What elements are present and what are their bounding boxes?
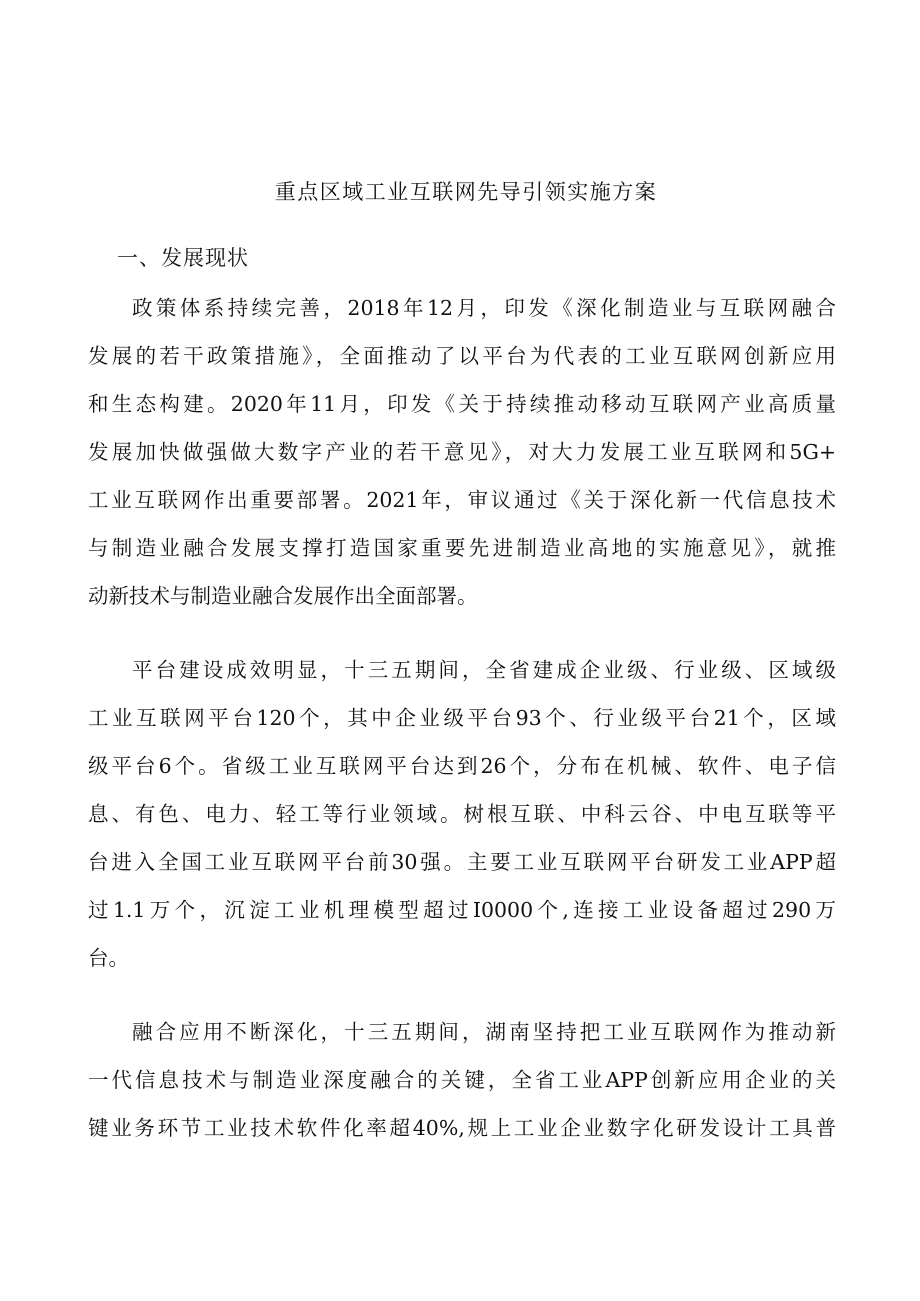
paragraph-line: 息、有色、电力、轻工等行业领域。树根互联、中科云谷、中电互联等平 (88, 802, 836, 826)
paragraph-line: 和生态构建。2020年11月，印发《关于持续推动移动互联网产业高质量 (88, 392, 836, 416)
paragraph-line: 政策体系持续完善，2018年12月，印发《深化制造业与互联网融合 (132, 296, 836, 320)
paragraph-line: 动新技术与制造业融合发展作出全面部署。 (88, 584, 478, 608)
paragraph-line: 键业务环节工业技术软件化率超40%,规上工业企业数字化研发设计工具普 (88, 1116, 836, 1140)
paragraph-line: 融合应用不断深化，十三五期间，湖南坚持把工业互联网作为推动新 (132, 1020, 836, 1044)
document-title: 重点区域工业互联网先导引领实施方案 (274, 180, 658, 204)
section-heading: 一、发展现状 (117, 246, 249, 270)
paragraph-line: 台。 (88, 946, 129, 970)
paragraph-line: 发展加快做强做大数字产业的若干意见》，对大力发展工业互联网和5G+ (88, 440, 836, 464)
paragraph-line: 过1.1万个，沉淀工业机理模型超过I0000个,连接工业设备超过290万 (88, 898, 836, 922)
paragraph-line: 台进入全国工业互联网平台前30强。主要工业互联网平台研发工业APP超 (88, 850, 836, 874)
paragraph-line: 发展的若干政策措施》，全面推动了以平台为代表的工业互联网创新应用 (88, 344, 836, 368)
paragraph-line: 级平台6个。省级工业互联网平台达到26个，分布在机械、软件、电子信 (88, 754, 836, 778)
paragraph-line: 平台建设成效明显，十三五期间，全省建成企业级、行业级、区域级 (132, 658, 836, 682)
paragraph-line: 工业互联网平台120个，其中企业级平台93个、行业级平台21个，区域 (88, 706, 836, 730)
paragraph-line: 一代信息技术与制造业深度融合的关键，全省工业APP创新应用企业的关 (88, 1068, 836, 1092)
paragraph-line: 与制造业融合发展支撑打造国家重要先进制造业高地的实施意见》，就推 (88, 536, 836, 560)
paragraph-line: 工业互联网作出重要部署。2021年，审议通过《关于深化新一代信息技术 (88, 488, 836, 512)
